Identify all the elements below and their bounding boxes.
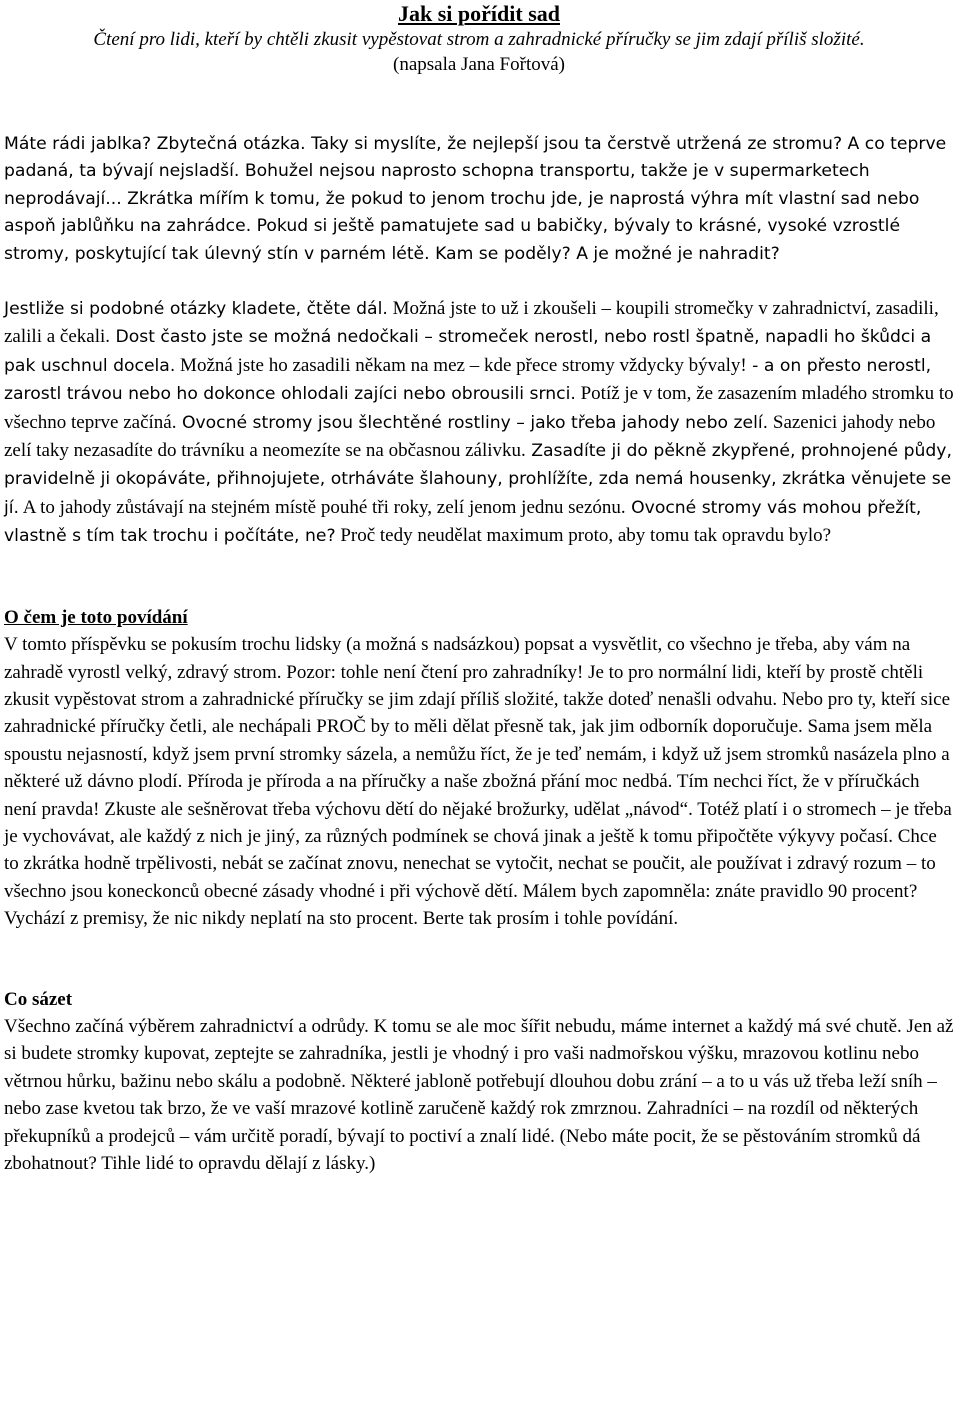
section-spacer: [4, 551, 954, 604]
intro-p2-s8: Sazenici jahody nebo zelí taky nezasadíte do trávníku a neomezíte se na občasnou zálivku.: [4, 411, 936, 462]
intro-p2-s4: Možná jste ho zasadili někam na mez – kde přece stromy vždycky bývaly!: [175, 354, 747, 376]
intro-p2-s6: Potíž je v tom, že zasazením mladého stromku to všechno teprve začíná.: [4, 383, 954, 433]
document-subtitle: Čtení pro lidi, kteří by chtěli zkusit vypěstovat strom a zahradnické příručky se jim zdají příliš složité.: [93, 29, 865, 50]
intro-p2-s3: Dost často jste se možná nedočkali – stromeček nerostl, nebo rostl špatně, napadli ho škůdci a pak uschnul docela.: [4, 327, 932, 376]
intro-p2-s2: Možná jste to už i zkoušeli – koupili stromečky v zahradnictví, zasadili, zalili a čekali.: [4, 298, 939, 348]
section-planting-body: Všechno začíná výběrem zahradnictví a odrůdy. K tomu se ale moc šířit nebudu, máme internet a každý má své chutě. Jen až si budete stromky kupovat, zeptejte se zahradníka, jestli je vhodný i pro vaši nadmořskou výšku, mrazovou kotlinu nebo větrnou hůrku, bažinu nebo skálu a podobně. Některé jabloně potřebují dlouhou dobu zrání – a to u vás už třeba leží sníh – nebo zase kvetou tak brzo, že ve vaší mrazové kotlině zaručeně každý rok zmrznou. Zahradníci – na rozdíl od některých překupníků a prodejců – vám určitě poradí, bývají to poctiví a znalí lidé. (Nebo máte pocit, že se pěstováním stromků dá zbohatnout? Tihle lidé to opravdu dělají z lásky.): [4, 1015, 954, 1174]
intro-p2-s11: Ovocné stromy vás mohou přežít, vlastně s tím tak trochu i počítáte, ne?: [4, 497, 922, 547]
paragraph-spacer: [4, 268, 954, 295]
intro-p2-s10: A to jahody zůstávají na stejném místě pouhé tři roky, zelí jenom jednu sezónu.: [19, 496, 626, 518]
intro-paragraph-1: [4, 131, 954, 268]
document-author: (napsala Jana Fořtová): [393, 54, 565, 75]
section-heading-planting: Co sázet: [4, 988, 73, 1010]
document-title: Jak si pořídit sad: [398, 1, 560, 26]
intro-p2-s1: Jestliže si podobné otázky kladete, čtěte dál.: [4, 299, 388, 320]
document-page: [4, 0, 954, 1177]
intro-p2-s9: Zasadíte ji do pěkně zkypřené, prohnojené půdy, pravidelně ji okopáváte, přihnojujete, otrháváte šlahouny, prohlížíte, zda nemá housenky, zkrátka věnujete se jí.: [4, 441, 952, 518]
intro-p2-s5: - a on přesto nerostl, zarostl trávou nebo ho dokonce ohlodali zajíci nebo obrousili srnci.: [4, 355, 932, 405]
intro-p2-s7: Ovocné stromy jsou šlechtěné rostliny – jako třeba jahody nebo zelí.: [176, 412, 769, 433]
intro-paragraph-2: [4, 295, 954, 551]
intro-p2-s12: Proč tedy neudělat maximum proto, aby tomu tak opravdu bylo?: [335, 525, 832, 547]
section-about-body: V tomto příspěvku se pokusím trochu lidsky (a možná s nadsázkou) popsat a vysvětlit, co všechno je třeba, aby vám na zahradě vyrostl velký, zdravý strom. Pozor: tohle není čtení pro zahradníky! Je to pro normální lidi, kteří by prostě chtěli zkusit vypěstovat strom a zahradnické příručky se jim zdají příliš složité, takže doteď nenašli odvahu. Nebo pro ty, kteří sice zahradnické příručky četli, ale nechápali PROČ by to měli dělat přesně tak, jak jim odborník doporučuje. Sama jsem měla spoustu nejasností, když jsem první stromky sázela, a nemůžu říct, že je teď nemám, i když už jsem stromků nasázela plno a některé už dávno plodí. Příroda je příroda a na příručky a naše zbožná přání moc nedbá. Tím nechci říct, že v příručkách není pravda! Zkuste ale sešněrovat třeba výchovu dětí do nějaké brožurky, udělat „návod“. Totéž platí i o stromech – je třeba je vychovávat, ale každý z nich je jiný, za různých podmínek se chová jinak a ještě k tomu připočtěte výkyvy počasí. Chce to zkrátka hodně trpělivosti, nebát se začínat znovu, nenechat se vytočit, nechat se poučit, ale používat i zdravý rozum – to všechno jsou koneckonců obecné zásady vhodné i při výchově dětí. Málem bych zapomněla: znáte pravidlo 90 procent? Vychází z premisy, že nic nikdy neplatí na sto procent. Berte tak prosím i tohle povídání.: [4, 634, 952, 930]
section-heading-about: O čem je toto povídání: [4, 606, 188, 628]
intro-p1-text: Máte rádi jablka? Zbytečná otázka. Taky si myslíte, že nejlepší jsou ta čerstvě utržená ze stromu? A co teprve padaná, ta bývají nejsladší. Bohužel nejsou naprosto schopna transportu, takže je v supermarketech neprodávají... Zkrátka mířím k tomu, že pokud to jenom trochu jde, je naprostá výhra mít vlastní sad nebo aspoň jablůňku na zahrádce. Pokud si ještě pamatujete sad u babičky, bývaly to krásné, vysoké vzrostlé stromy, poskytující tak úlevný stín v parném létě. Kam se poděly? A je možné je nahradit?: [4, 134, 947, 264]
section-spacer: [4, 933, 954, 986]
